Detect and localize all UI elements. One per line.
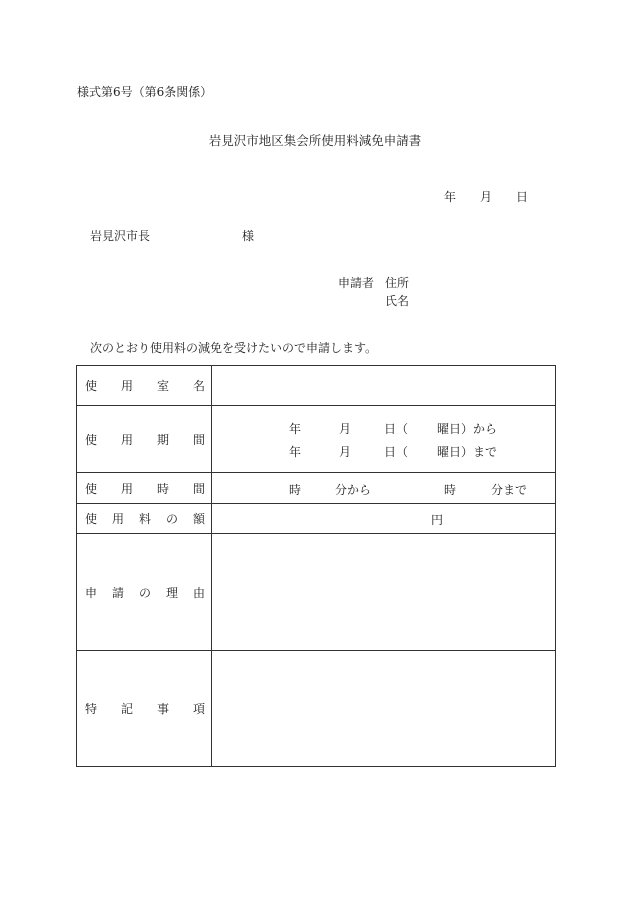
- application-table: [76, 365, 556, 767]
- period-from-year: 年: [289, 422, 302, 436]
- time-label: 使 用 時 間: [77, 473, 212, 504]
- time-end-hour: 時: [444, 483, 457, 497]
- intro-text: 次のとおり使用料の減免を受けたいので申請します。: [90, 341, 378, 355]
- time-start-min: 分から: [335, 483, 372, 497]
- date-year-label: 年: [444, 190, 457, 204]
- room-value-field[interactable]: [212, 366, 556, 406]
- period-from-day: 日（: [384, 422, 409, 436]
- period-to-month: 月: [339, 445, 352, 459]
- applicant-name-label: 氏名: [385, 294, 410, 308]
- date-month-label: 月: [480, 190, 493, 204]
- page-title: 岩見沢市地区集会所使用料減免申請書: [208, 133, 422, 148]
- row-room: [77, 366, 556, 406]
- row-time: [77, 473, 556, 504]
- period-from-weekday: 曜日）から: [437, 422, 498, 436]
- addressee-name: 岩見沢市長: [90, 229, 151, 243]
- time-start-hour: 時: [289, 483, 302, 497]
- room-label: 使 用 室 名: [77, 366, 212, 406]
- form-number: 様式第6号（第6条関係）: [77, 85, 213, 99]
- period-to-day: 日（: [384, 445, 409, 459]
- time-end-min: 分まで: [491, 483, 528, 497]
- row-reason: [77, 534, 556, 651]
- row-notes: [77, 651, 556, 767]
- notes-label: 特 記 事 項: [77, 651, 212, 767]
- fee-value-field[interactable]: [212, 504, 556, 534]
- period-from-month: 月: [339, 422, 352, 436]
- applicant-address-label: 住所: [385, 276, 410, 290]
- reason-label: 申 請 の 理 由: [77, 534, 212, 651]
- applicant-label: 申請者: [338, 276, 375, 290]
- period-label: 使 用 期 間: [77, 406, 212, 473]
- fee-unit: 円: [431, 513, 444, 527]
- period-to-year: 年: [289, 445, 302, 459]
- row-period: [77, 406, 556, 473]
- time-value-field[interactable]: [212, 473, 556, 504]
- row-fee: [77, 504, 556, 534]
- fee-label: 使 用 料 の 額: [77, 504, 212, 534]
- period-to-weekday: 曜日）まで: [437, 445, 498, 459]
- period-value-field[interactable]: [212, 406, 556, 473]
- date-day-label: 日: [516, 190, 529, 204]
- notes-value-field[interactable]: [212, 651, 556, 767]
- reason-value-field[interactable]: [212, 534, 556, 651]
- addressee-honorific: 様: [242, 229, 255, 243]
